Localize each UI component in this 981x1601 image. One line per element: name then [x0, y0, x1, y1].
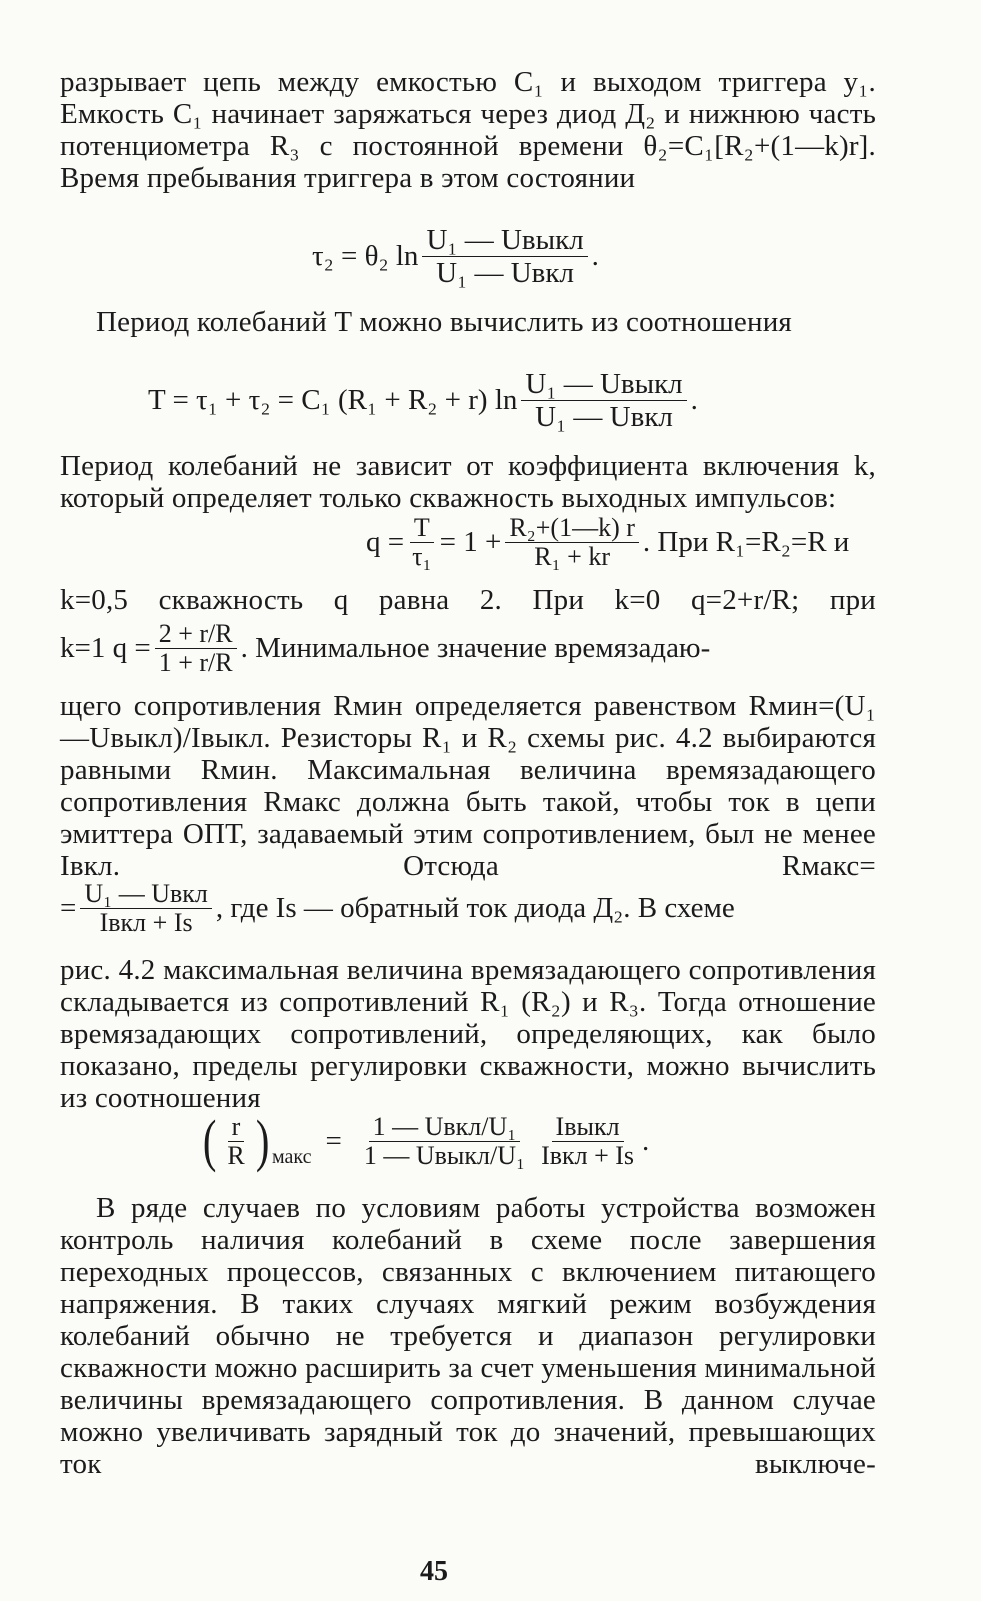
ratio-fraction-2-denominator: Iвкл + Is — [541, 1140, 635, 1170]
equation-k1-fraction — [155, 620, 237, 677]
paragraph-1-text: разрывает цепь между емкостью C₁ и выходом триггера y₁. Емкость C₁ начинает заряжаться через диод Д₂ и нижнюю часть потенциометра R₃ с постоянной времени θ₂=C₁[R₂+(1—k)r]. Время пребывания триггера в этом состоянии — [60, 66, 876, 194]
equation-rmax-fraction — [80, 880, 212, 937]
duty-q-lhs: q = — [366, 526, 405, 558]
duty-tail: . При R₁=R₂=R и — [642, 526, 850, 558]
duty-fraction-1-denominator: τ₁ — [412, 542, 432, 571]
equation-k1-lhs: k=1 q = — [60, 632, 151, 664]
equation-rmax-lhs: = — [60, 892, 77, 924]
paragraph-4 — [60, 1192, 876, 1480]
ratio-lhs-denominator: R — [227, 1140, 245, 1170]
ratio-equals: = — [325, 1124, 342, 1157]
paragraph-3d-text: рис. 4.2 максимальная величина времязадающего сопротивления складывается из сопротивлений R₁ (R₂) и R₃. Тогда отношение времязадающих сопротивлений, определяющих, как было показано, пределы регулировки скважности, можно вычислить из соотношения — [60, 954, 876, 1114]
duty-fraction-1 — [408, 514, 436, 571]
duty-fraction-2-denominator: R₁ + kr — [534, 542, 610, 571]
right-paren: ) — [255, 1108, 270, 1173]
paragraph-3d — [60, 954, 876, 1114]
equation-tau2-denominator: U₁ — Uвкл — [436, 257, 574, 289]
equation-period-end: . — [690, 384, 698, 416]
paragraph-3b-text: k=0,5 скважность q равна 2. При k=0 q=2+r/R; при — [60, 584, 876, 616]
duty-fraction-1-numerator: T — [410, 514, 434, 543]
equation-ratio — [200, 1108, 650, 1173]
ratio-subscript: макс — [272, 1145, 312, 1168]
paragraph-3b — [60, 584, 876, 616]
equation-k1-numerator: 2 + r/R — [155, 620, 237, 649]
ratio-lhs-numerator: r — [228, 1113, 245, 1142]
duty-mid: = 1 + — [439, 526, 502, 558]
duty-fraction-2-numerator: R₂+(1—k) r — [505, 514, 639, 543]
equation-tau2-fraction — [422, 224, 587, 289]
equation-tau2-numerator: U₁ — Uвыкл — [422, 224, 587, 257]
equation-rmax-tail: , где Is — обратный ток диода Д₂. В схеме — [215, 892, 735, 924]
equation-k1 — [60, 620, 710, 677]
page-number: 45 — [420, 1556, 448, 1587]
paragraph-3c — [60, 690, 876, 882]
paragraph-3a-text: Период колебаний не зависит от коэффициента включения k, который определяет только скважность выходных импульсов: — [60, 450, 876, 514]
paragraph-2-text: Период колебаний T можно вычислить из соотношения — [96, 306, 792, 338]
equation-tau2 — [312, 224, 599, 289]
ratio-fraction-1-numerator: 1 — Uвкл/U₁ — [369, 1113, 521, 1142]
equation-rmax — [60, 880, 735, 937]
ratio-fraction-1-denominator: 1 — Uвыкл/U₁ — [363, 1140, 526, 1170]
ratio-lhs-fraction — [223, 1113, 248, 1170]
equation-duty-cycle — [60, 514, 876, 571]
equation-period-denominator: U₁ — Uвкл — [535, 401, 673, 433]
equation-period-fraction — [521, 368, 686, 433]
ratio-fraction-2-numerator: Iвыкл — [552, 1113, 624, 1142]
paragraph-1 — [60, 66, 876, 194]
equation-k1-denominator: 1 + r/R — [158, 648, 233, 677]
left-paren: ( — [202, 1108, 217, 1173]
equation-period-lhs: T = τ₁ + τ₂ = C₁ (R₁ + R₂ + r) ln — [148, 384, 518, 416]
equation-period-numerator: U₁ — Uвыкл — [521, 368, 686, 401]
duty-fraction-2 — [505, 514, 639, 571]
paragraph-3-start — [60, 450, 876, 514]
equation-k1-tail: . Минимальное значение времязадаю- — [240, 632, 711, 664]
equation-tau2-end: . — [591, 240, 599, 272]
equation-period — [148, 368, 698, 433]
ratio-end: . — [642, 1124, 650, 1157]
equation-tau2-lhs: τ₂ = θ₂ ln — [312, 240, 419, 272]
ratio-fraction-2 — [537, 1113, 638, 1170]
ratio-fraction-1 — [360, 1113, 529, 1170]
equation-rmax-numerator: U₁ — Uвкл — [80, 880, 212, 909]
paragraph-3c-text: щего сопротивления Rмин определяется равенством Rмин=(U₁—Uвыкл)/Iвыкл. Резисторы R₁ и R₂ схемы рис. 4.2 выбираются равными Rмин. Максимальная величина времязадающего сопротивления Rмакс должна быть такой, чтобы ток в цепи эмиттера ОПТ, задаваемый этим сопротивлением, был не менее Iвкл. Отсюда Rмакс= — [60, 690, 876, 882]
paragraph-4-text: В ряде случаев по условиям работы устройства возможен контроль наличия колебаний в схеме после завершения переходных процессов, связанных с включением питающего напряжения. В таких случаях мягкий режим возбуждения колебаний обычно не требуется и диапазон регулировки скважности можно расширить за счет уменьшения минимальной величины времязадающего сопротивления. В данном случае можно увеличивать зарядный ток до значений, превышающих ток выключе- — [60, 1192, 876, 1480]
equation-rmax-denominator: Iвкл + Is — [99, 908, 193, 937]
paragraph-2 — [60, 306, 876, 338]
